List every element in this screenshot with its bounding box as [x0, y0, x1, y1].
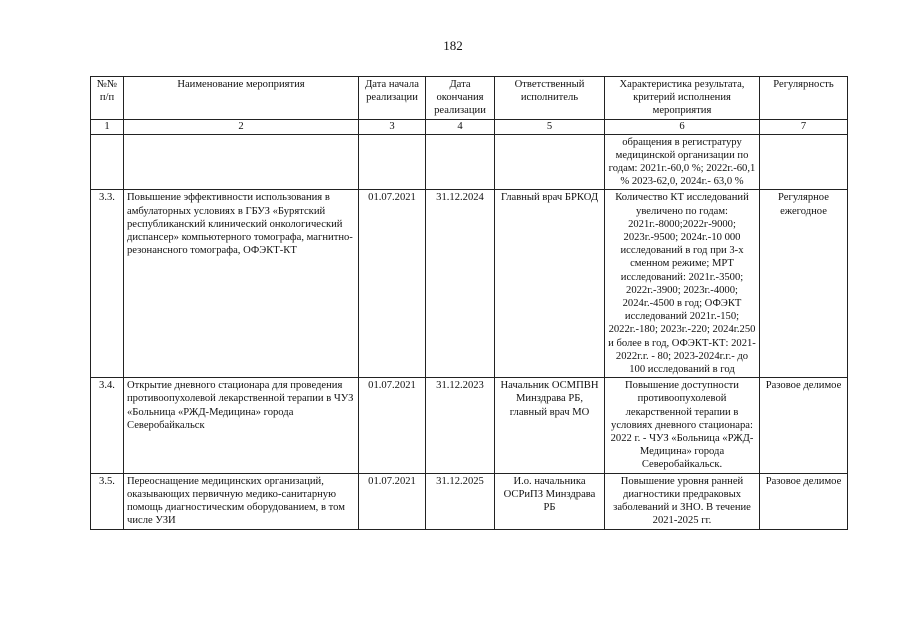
row-name — [124, 134, 359, 190]
column-number: 6 — [605, 119, 760, 134]
row-name: Переоснащение медицинских организаций, оказывающих первичную медико-санитарную помощь диагностическим оборудованием, в том числе УЗИ — [124, 473, 359, 529]
table-row — [91, 190, 848, 378]
row-regularity: Регулярное ежегодное — [760, 190, 848, 378]
table-row — [91, 473, 848, 529]
row-end-date: 31.12.2024 — [426, 190, 495, 378]
table-row — [91, 134, 848, 190]
row-start-date: 01.07.2021 — [359, 378, 426, 473]
page-number: 182 — [443, 38, 463, 53]
row-end-date: 31.12.2023 — [426, 378, 495, 473]
row-result: Количество КТ исследований увеличено по годам: 2021г.-8000;2022г-9000; 2023г.-9500; 2024г.-10 000 исследований в год при 3-х сменном режиме; МРТ исследований: 2021г.-3500; 2022г.-3900; 2023г.-4000; 2024г.-4500 в год; ОФЭКТ исследований 2021г.-150; 2022г.-180; 2023г.-220; 2024г.250 и более в год, ОФЭКТ-КТ: 2021-2022г.г. - 80; 2023-2024г.г.- до 100 исследований в год — [605, 190, 760, 378]
row-start-date — [359, 134, 426, 190]
row-regularity — [760, 134, 848, 190]
row-name: Повышение эффективности использования в амбулаторных условиях в ГБУЗ «Бурятский республиканский клинический онкологический диспансер» компьютерного томографа, магнитно-резонансного томографа, ОФЭКТ-КТ — [124, 190, 359, 378]
header-row — [91, 77, 848, 120]
row-result: Повышение доступности противоопухолевой лекарственной терапии в условиях дневного стационара: 2022 г. - ЧУЗ «Больница «РЖД-Медицина» города Северобайкальск. — [605, 378, 760, 473]
column-number-row — [91, 119, 848, 134]
table-row — [91, 378, 848, 473]
row-num: 3.5. — [91, 473, 124, 529]
row-end-date — [426, 134, 495, 190]
row-num — [91, 134, 124, 190]
row-regularity: Разовое делимое — [760, 378, 848, 473]
row-result: обращения в регистратуру медицинской организации по годам: 2021г.-60,0 %; 2022г.-60,1 % 2023-62,0, 2024г.- 63,0 % — [605, 134, 760, 190]
column-number: 4 — [426, 119, 495, 134]
column-number: 1 — [91, 119, 124, 134]
column-number: 3 — [359, 119, 426, 134]
column-number: 7 — [760, 119, 848, 134]
row-result: Повышение уровня ранней диагностики предраковых заболеваний и ЗНО. В течение 2021-2025 гг. — [605, 473, 760, 529]
row-responsible: Начальник ОСМПВН Минздрава РБ, главный врач МО — [495, 378, 605, 473]
row-name: Открытие дневного стационара для проведения противоопухолевой лекарственной терапии в ЧУЗ «Больница «РЖД-Медицина» города Северобайкальск — [124, 378, 359, 473]
header-end-date: Дата окончания реализации — [426, 77, 495, 120]
header-result: Характеристика результата, критерий исполнения мероприятия — [605, 77, 760, 120]
header-start-date: Дата начала реализации — [359, 77, 426, 120]
row-end-date: 31.12.2025 — [426, 473, 495, 529]
header-regularity: Регулярность — [760, 77, 848, 120]
row-responsible — [495, 134, 605, 190]
row-responsible: Главный врач БРКОД — [495, 190, 605, 378]
row-num: 3.4. — [91, 378, 124, 473]
row-regularity: Разовое делимое — [760, 473, 848, 529]
header-num: №№ п/п — [91, 77, 124, 120]
row-start-date: 01.07.2021 — [359, 473, 426, 529]
row-num: 3.3. — [91, 190, 124, 378]
header-name: Наименование мероприятия — [124, 77, 359, 120]
column-number: 5 — [495, 119, 605, 134]
row-start-date: 01.07.2021 — [359, 190, 426, 378]
column-number: 2 — [124, 119, 359, 134]
activities-table — [90, 76, 848, 530]
row-responsible: И.о. начальника ОСРиПЗ Минздрава РБ — [495, 473, 605, 529]
header-responsible: Ответственный исполнитель — [495, 77, 605, 120]
